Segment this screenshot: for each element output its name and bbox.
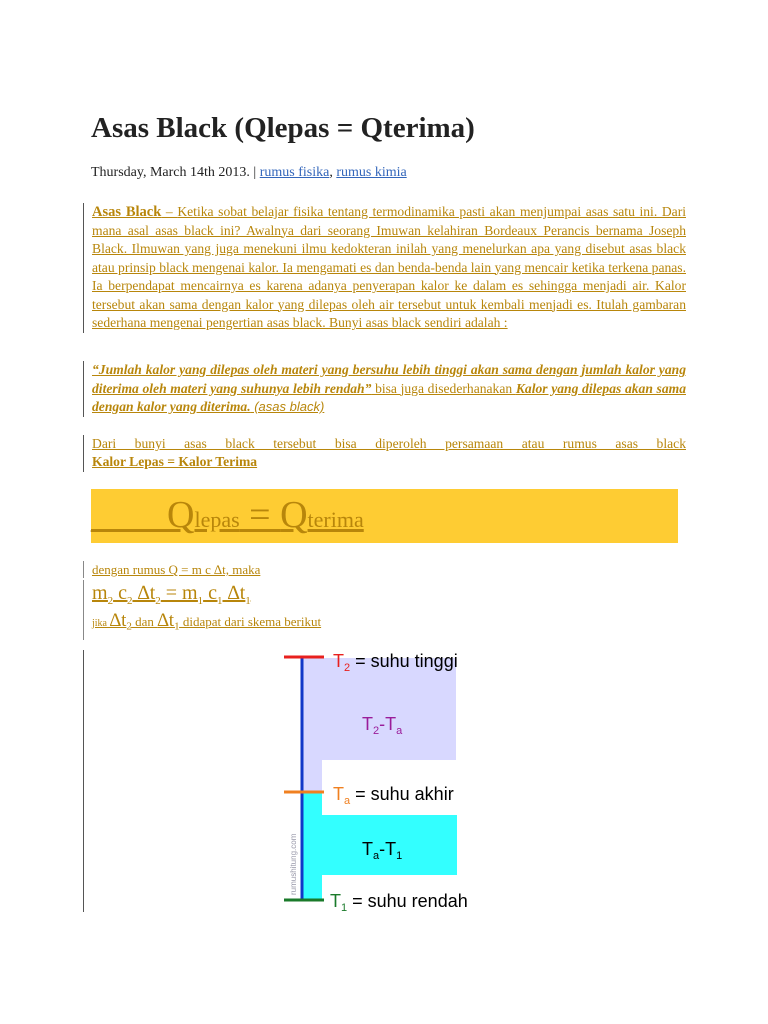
jika-sub: 2	[126, 620, 132, 633]
meta-separator: |	[249, 165, 260, 180]
temperature-schema-diagram	[280, 645, 500, 915]
quote-bold: “Jumlah kalor yang dilepas oleh materi yang bersuhu lebih tinggi akan sama dengan jumlah kalor yang diterima oleh materi yang suhunya lebih rendah”	[92, 362, 686, 396]
eq-equals-m1: = m	[160, 582, 198, 604]
jika-dt1: ∆t	[157, 610, 175, 631]
t1-label: $T_1$ = suhu rendah	[330, 891, 468, 914]
t2-label: $T_2$ = suhu tinggi	[333, 651, 458, 674]
intro-term: Asas Black	[92, 204, 162, 220]
diagram-quote-bar	[83, 650, 84, 912]
lower-region-bottom	[302, 875, 322, 900]
banner-equals: =	[239, 494, 281, 536]
post-meta	[91, 165, 407, 181]
eq-dt2: ∆t	[132, 582, 156, 604]
derivation-bold: Kalor Lepas = Kalor Terima	[83, 453, 686, 472]
banner-sub-terima: terima	[307, 507, 364, 532]
formula-intro: dengan rumus Q = m c ∆t, maka	[83, 561, 686, 578]
intro-dash: –	[161, 204, 178, 219]
jika-word: jika	[92, 618, 110, 629]
eq-m2: m	[92, 582, 108, 604]
jika-rest: didapat dari skema berikut	[179, 614, 322, 629]
eq-sub: 1	[197, 595, 204, 607]
quote-tag: (asas black)	[250, 399, 325, 414]
eq-sub: 2	[155, 595, 161, 607]
upper-region-left	[302, 658, 322, 793]
derivation-line: Dari bunyi asas black tersebut bisa diperoleh persamaan atau rumus asas black	[83, 435, 686, 454]
banner-sub-lepas: lepas	[194, 507, 240, 532]
intro-paragraph	[83, 203, 686, 333]
lower-region-narrow	[302, 793, 322, 815]
eq-sub: 2	[126, 595, 133, 607]
quote-paragraph	[83, 361, 686, 417]
jika-sub: 1	[174, 620, 180, 633]
category-separator: ,	[329, 165, 337, 180]
quote-simplified: Kalor yang dilepas akan sama dengan kalor yang diterima.	[92, 380, 686, 414]
intro-text: Ketika sobat belajar fisika tentang termodinamika pasti akan menjumpai asas satu ini. Dari mana asal asas black ini? Awalnya dari seorang Imuwan kelahiran Bordeaux Perancis bernama Joseph Black. Ilmuwan yang juga menekuni ilmu kedokteran inilah yang menelurkan apa yang disebut asas black atau prinsip black mengenai kalor. Ia mengamati es dan benda-benda lain yang mencair ketika terkena panas. Ia berpendapat mencairnya es karena adanya penyerapan kalor ke dalam es sehingga menjadi air. Kalor tersebut akan sama dengan kalor yang dilepas oleh air tersebut untuk kembali menjadi es. Itulah gambaran sederhana mengenai pengertian asas black. Bunyi asas black sendiri adalah :	[92, 204, 686, 330]
eq-sub: 2	[107, 595, 114, 607]
post-date: Thursday, March 14th 2013.	[91, 165, 250, 180]
banner-q2: Q	[280, 494, 308, 536]
category-link-rumus-fisika[interactable]: rumus fisika	[259, 165, 330, 180]
eq-c1: c	[203, 582, 217, 604]
post-title: Asas Black (Qlepas = Qterima)	[91, 112, 475, 144]
category-link-rumus-kimia[interactable]: rumus kimia	[336, 165, 407, 180]
jika-line	[83, 608, 686, 640]
delta-upper-label: $T_2-T_a$	[362, 714, 403, 737]
banner-lead: ____	[91, 494, 167, 536]
eq-sub: 1	[245, 595, 251, 607]
banner-q1: Q	[167, 494, 195, 536]
ta-label: $T_a$ = suhu akhir	[333, 784, 454, 807]
eq-sub: 1	[216, 595, 223, 607]
quote-middle: bisa juga disederhanakan	[371, 380, 516, 396]
jika-dan: dan	[131, 614, 158, 629]
eq-c2: c	[113, 582, 127, 604]
jika-dt2: ∆t	[109, 610, 127, 631]
eq-dt1: ∆t	[222, 582, 246, 604]
watermark-text: rumushitung.com	[289, 833, 298, 895]
delta-lower-label: $T_a-T_1$	[362, 839, 403, 862]
banner-formula	[91, 493, 364, 537]
formula-banner	[91, 489, 678, 543]
